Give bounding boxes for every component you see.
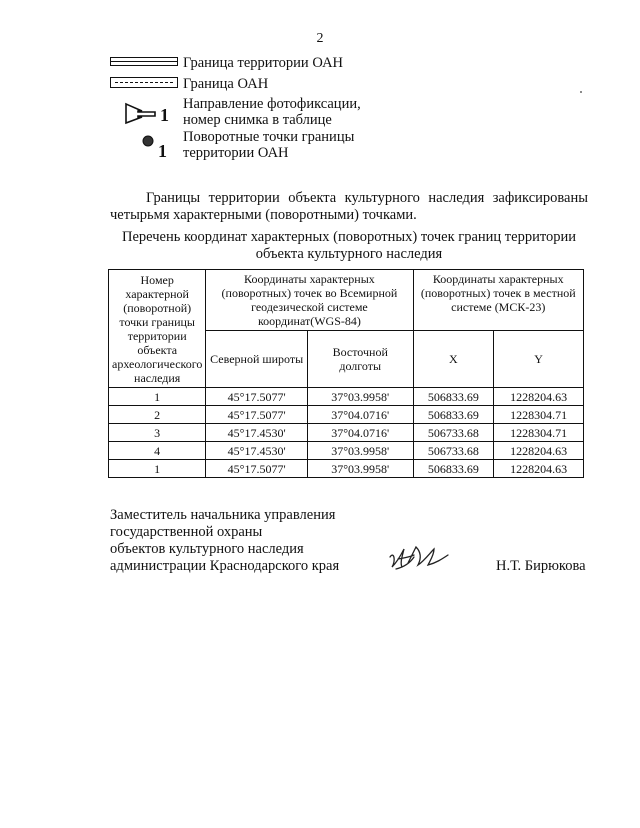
legend-border-territory [110,55,343,71]
position-line: государственной охраны [110,524,263,540]
photo-direction-arrow-icon [110,96,180,128]
table-row [109,442,584,460]
signatory-position [110,507,339,575]
table-row [109,388,584,406]
legend-label [183,96,361,128]
boundary-description: Границы территории объекта культурного наследия зафиксированы четырьмя характерными (поворотными) точками. [110,190,588,223]
cell-y: 1228304.71 [494,424,584,442]
legend-line: номер снимка в таблице [183,112,332,128]
cell-x: 506833.69 [413,388,494,406]
photo-marker-number: 1 [160,105,169,125]
table-header-row [109,270,584,331]
title-line: Перечень координат характерных (поворотных) точек границ территории [121,229,577,245]
cell-x: 506833.69 [413,460,494,478]
cell-point: 1 [109,460,206,478]
cell-longitude: 37°04.0716' [307,406,413,424]
header-y: Y [494,331,584,388]
cell-longitude: 37°04.0716' [307,424,413,442]
coordinates-table [108,269,584,478]
cell-x: 506833.69 [413,406,494,424]
position-line: объектов культурного наследия [110,541,304,557]
territory-border-line-icon [110,55,180,71]
table-row [109,460,584,478]
legend-line: территории ОАН [183,145,289,161]
header-x: X [413,331,494,388]
cell-y: 1228304.71 [494,406,584,424]
coordinates-list-title [110,229,588,263]
cell-latitude: 45°17.5077' [206,388,308,406]
signatory-name: Н.Т. Бирюкова [496,558,586,574]
legend-label [183,129,354,161]
oan-border-dashed-icon [110,76,180,92]
cell-point: 3 [109,424,206,442]
legend-border-oan [110,76,268,92]
header-point-number: Номер характерной (поворотной) точки границы территории объекта археологического наследия [109,270,206,388]
scan-speck [580,91,582,93]
header-msk23: Координаты характерных (поворотных) точек в местной системе (МСК-23) [413,270,584,331]
legend-photo-direction [110,96,361,128]
position-line: Заместитель начальника управления [110,507,336,523]
title-line: объекта культурного наследия [255,246,443,262]
legend-line: Поворотные точки границы [183,129,355,145]
position-line: администрации Краснодарского края [110,558,340,574]
table-row [109,424,584,442]
cell-latitude: 45°17.5077' [206,460,308,478]
cell-longitude: 37°03.9958' [307,388,413,406]
legend-turning-points [110,129,354,161]
cell-y: 1228204.63 [494,442,584,460]
header-north-latitude: Северной широты [206,331,308,388]
cell-point: 1 [109,388,206,406]
turning-point-marker-number: 1 [158,141,167,161]
cell-latitude: 45°17.4530' [206,442,308,460]
turning-point-dot-icon [110,129,180,161]
cell-x: 506733.68 [413,424,494,442]
cell-point: 2 [109,406,206,424]
legend-label: Граница территории ОАН [183,55,344,71]
cell-y: 1228204.63 [494,460,584,478]
header-wgs84: Координаты характерных (поворотных) точек во Всемирной геодезической системе координат(WGS-84) [206,270,413,331]
cell-y: 1228204.63 [494,388,584,406]
handwritten-signature [384,537,454,575]
cell-latitude: 45°17.5077' [206,406,308,424]
cell-x: 506733.68 [413,442,494,460]
cell-latitude: 45°17.4530' [206,424,308,442]
table-row [109,406,584,424]
cell-point: 4 [109,442,206,460]
cell-longitude: 37°03.9958' [307,460,413,478]
legend-line: Направление фотофиксации, [183,96,361,112]
page-number: 2 [316,31,324,46]
header-east-longitude: Восточной долготы [307,331,413,388]
cell-longitude: 37°03.9958' [307,442,413,460]
legend-label: Граница ОАН [183,76,269,92]
